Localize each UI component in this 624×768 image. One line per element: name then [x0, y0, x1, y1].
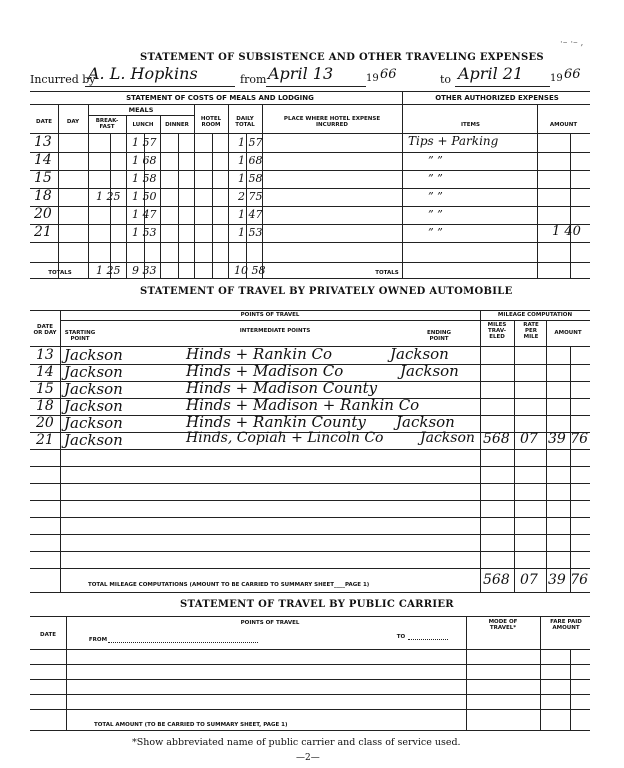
form-title: STATEMENT OF SUBSISTENCE AND OTHER TRAVELING EXPENSES [140, 52, 544, 63]
carrier-col-mode: MODE OF TRAVEL* [488, 619, 518, 631]
to-date-value: April 21 [458, 64, 524, 83]
meal-lunch: 1 53 [132, 226, 157, 239]
auto-starting: Jackson [64, 414, 123, 432]
margin-marks: ·– ·– , [560, 38, 584, 48]
auto-col-rate: RATE PER MILE [523, 322, 539, 340]
year-from-value: 66 [380, 67, 397, 82]
carrier-col-date: DATE [40, 632, 56, 638]
carrier-col-fare: FARE PAID AMOUNT [550, 619, 582, 631]
meal-date: 21 [34, 224, 52, 240]
auto-starting: Jackson [64, 431, 123, 449]
auto-col-ending: ENDING POINT [426, 330, 452, 342]
auto-col-starting: STARTING POINT [64, 330, 96, 342]
meals-totals-label: TOTALS [48, 270, 72, 276]
auto-miles: 568 [483, 431, 510, 447]
meals-col-amount: AMOUNT [549, 122, 578, 128]
total-breakfast: 1 25 [96, 264, 121, 277]
auto-intermediate: Hinds + Madison County [186, 379, 378, 397]
meals-col-dinner: DINNER [165, 122, 189, 128]
meals-col-place: PLACE WHERE HOTEL EXPENSE INCURRED [283, 116, 381, 128]
meal-daily: 1 58 [238, 172, 263, 185]
meals-col-day: DAY [66, 119, 80, 125]
meal-date: 14 [34, 152, 52, 168]
other-expenses-title: OTHER AUTHORIZED EXPENSES [435, 94, 559, 102]
meal-date: 20 [34, 206, 52, 222]
incurred-by-value: A. L. Hopkins [88, 64, 198, 83]
auto-day: 18 [36, 398, 54, 414]
auto-rate: 07 [520, 431, 538, 447]
auto-col-miles: MILES TRAV-ELED [487, 322, 507, 340]
auto-intermediate: Hinds + Rankin County [186, 413, 366, 431]
year-to-prefix: 19 [550, 73, 563, 84]
meal-date: 13 [34, 134, 52, 150]
auto-col-amount: AMOUNT [554, 330, 582, 336]
auto-starting: Jackson [64, 380, 123, 398]
meals-col-breakfast: BREAK-FAST [95, 118, 119, 130]
meal-breakfast: 1 25 [96, 190, 121, 203]
meals-col-daily: DAILY TOTAL [235, 116, 255, 128]
meal-daily: 2 75 [238, 190, 263, 203]
auto-total-label: TOTAL MILEAGE COMPUTATIONS (AMOUNT TO BE CARRIED TO SUMMARY SHEET____PAGE 1) [88, 582, 370, 588]
carrier-section-title: STATEMENT OF TRAVEL BY PUBLIC CARRIER [180, 599, 454, 610]
auto-col-points: POINTS OF TRAVEL [240, 312, 300, 318]
meal-lunch: 1 57 [132, 136, 157, 149]
auto-ending: Jackson [400, 362, 459, 380]
meals-section-title: STATEMENT OF COSTS OF MEALS AND LODGING [126, 94, 314, 102]
total-daily: 10 58 [234, 264, 266, 277]
auto-total-miles: 568 [483, 572, 510, 588]
meal-amount: 1 40 [552, 224, 581, 239]
auto-section-title: STATEMENT OF TRAVEL BY PRIVATELY OWNED AUTOMOBILE [140, 286, 513, 297]
meal-item: ” ” [428, 190, 443, 203]
auto-day: 15 [36, 381, 54, 397]
meals-col-hotel: HOTEL ROOM [200, 116, 222, 128]
meal-lunch: 1 58 [132, 172, 157, 185]
footer-note: *Show abbreviated name of public carrier and class of service used. [132, 737, 461, 748]
carrier-col-to: TO [396, 634, 406, 640]
meal-item: ” ” [428, 226, 443, 239]
meals-col-items: ITEMS [461, 122, 480, 128]
carrier-col-from: FROM [88, 637, 108, 643]
meal-date: 15 [34, 170, 52, 186]
page-number: —2— [296, 753, 320, 763]
meal-lunch: 1 50 [132, 190, 157, 203]
meal-item: ” ” [428, 208, 443, 221]
meals-col-date: DATE [36, 119, 52, 125]
auto-ending: Jackson [420, 430, 475, 446]
meal-daily: 1 53 [238, 226, 263, 239]
auto-intermediate: Hinds, Copiah + Lincoln Co [186, 430, 384, 446]
auto-intermediate: Hinds + Madison Co [186, 362, 344, 380]
auto-col-date: DATE OR DAY [33, 324, 57, 336]
meal-daily: 1 68 [238, 154, 263, 167]
carrier-col-points: POINTS OF TRAVEL [240, 620, 300, 626]
meals-col-meals: MEALS [128, 106, 154, 114]
auto-col-intermediate: INTERMEDIATE POINTS [239, 328, 311, 334]
auto-day: 21 [36, 432, 54, 448]
from-date-value: April 13 [268, 64, 334, 83]
year-from-prefix: 19 [366, 73, 379, 84]
meal-lunch: 1 68 [132, 154, 157, 167]
auto-total-amount: 39 76 [548, 572, 589, 588]
year-to-value: 66 [564, 67, 581, 82]
auto-amount: 39 76 [548, 431, 589, 447]
meal-item: Tips + Parking [408, 134, 499, 148]
auto-ending: Jackson [390, 345, 449, 363]
to-label: to [440, 73, 452, 86]
auto-col-mileage: MILEAGE COMPUTATION [497, 312, 573, 318]
auto-day: 20 [36, 415, 54, 431]
meal-item: ” ” [428, 154, 443, 167]
meals-col-lunch: LUNCH [132, 122, 154, 128]
meal-daily: 1 47 [238, 208, 263, 221]
meals-totals-label-2: TOTALS [375, 270, 399, 276]
carrier-total-label: TOTAL AMOUNT (TO BE CARRIED TO SUMMARY SHEET, PAGE 1) [94, 722, 288, 728]
auto-starting: Jackson [64, 346, 123, 364]
auto-total-rate: 07 [520, 572, 538, 588]
auto-intermediate: Hinds + Rankin Co [186, 345, 333, 363]
incurred-by-label: Incurred by [30, 73, 96, 86]
meal-date: 18 [34, 188, 52, 204]
auto-day: 14 [36, 364, 54, 380]
auto-starting: Jackson [64, 363, 123, 381]
meal-item: ” ” [428, 172, 443, 185]
auto-intermediate: Hinds + Madison + Rankin Co [186, 396, 420, 414]
meal-lunch: 1 47 [132, 208, 157, 221]
meal-daily: 1 57 [238, 136, 263, 149]
auto-starting: Jackson [64, 397, 123, 415]
auto-day: 13 [36, 347, 54, 363]
auto-ending: Jackson [396, 413, 455, 431]
from-label: from [240, 73, 267, 86]
total-lunch: 9 33 [132, 264, 157, 277]
